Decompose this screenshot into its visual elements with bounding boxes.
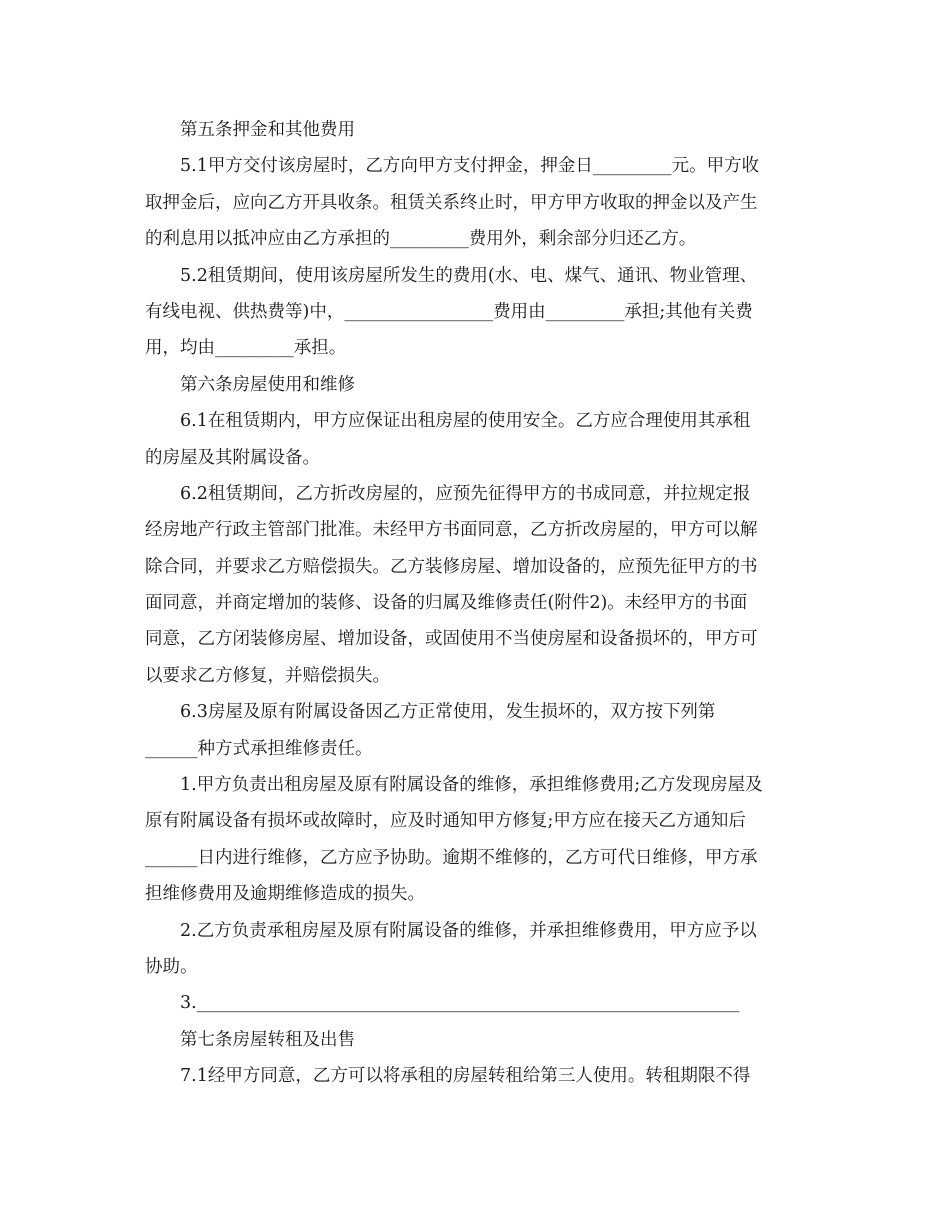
text-line: 2.乙方负责承租房屋及原有附属设备的维修，并承担维修费用，甲方应予以 bbox=[180, 920, 757, 941]
text-line: 面同意，并商定增加的装修、设备的归属及维修责任(附件2)。未经甲方的书面 bbox=[145, 593, 748, 614]
text-line: 第六条房屋使用和维修 bbox=[180, 374, 355, 395]
text-line: 用，均由_________承担。 bbox=[145, 338, 347, 359]
document-page bbox=[145, 112, 800, 1095]
text-line: ______种方式承担维修责任。 bbox=[145, 738, 373, 759]
text-line: 的利息用以抵冲应由乙方承担的_________费用外，剩余部分归还乙方。 bbox=[145, 229, 697, 250]
text-line: 除合同，并要求乙方赔偿损失。乙方装修房屋、增加设备的，应预先征甲方的书 bbox=[145, 556, 758, 577]
text-line: 有线电视、供热费等)中，_________________费用由_________承担;其他有关费 bbox=[145, 301, 753, 322]
text-line: 6.1在租赁期内，甲方应保证出租房屋的使用安全。乙方应合理使用其承租 bbox=[180, 411, 751, 432]
text-line: 经房地产行政主管部门批准。未经甲方书面同意，乙方折改房屋的，甲方可以解 bbox=[145, 520, 758, 541]
text-line: 同意，乙方闭装修房屋、增加设备，或固使用不当使房屋和设备损坏的，甲方可 bbox=[145, 629, 758, 650]
text-line: 6.2租赁期间，乙方折改房屋的，应预先征得甲方的书成同意，并拉规定报 bbox=[180, 483, 751, 504]
text-line: ______日内进行维修，乙方应予协助。逾期不维修的，乙方可代日维修，甲方承 bbox=[145, 847, 758, 868]
text-line: 3.______________________________________________________________ bbox=[180, 993, 740, 1014]
text-line: 原有附属设备有损坏或故障时，应及时通知甲方修复;甲方应在接天乙方通知后 bbox=[145, 811, 746, 832]
text-line: 6.3房屋及原有附属设备因乙方正常使用，发生损坏的，双方按下列第 bbox=[180, 702, 716, 723]
text-line: 的房屋及其附属设备。 bbox=[145, 447, 320, 468]
text-line: 第五条押金和其他费用 bbox=[180, 120, 355, 140]
text-line: 协助。 bbox=[145, 956, 198, 977]
text-line: 7.1经甲方同意，乙方可以将承租的房屋转租给第三人使用。转租期限不得 bbox=[180, 1066, 751, 1087]
text-line: 担维修费用及逾期维修造成的损失。 bbox=[145, 884, 425, 905]
text-line: 第七条房屋转租及出售 bbox=[180, 1029, 355, 1050]
text-line: 1.甲方负责出租房屋及原有附属设备的维修，承担维修费用;乙方发现房屋及 bbox=[180, 775, 763, 796]
text-line: 5.2租赁期间，使用该房屋所发生的费用(水、电、煤气、通讯、物业管理、 bbox=[180, 265, 758, 286]
text-line: 以要求乙方修复，并赔偿损失。 bbox=[145, 665, 390, 686]
text-line: 取押金后，应向乙方开具收条。租赁关系终止时，甲方甲方收取的押金以及产生 bbox=[145, 192, 758, 213]
text-line: 5.1甲方交付该房屋时，乙方向甲方支付押金，押金日_________元。甲方收 bbox=[180, 156, 760, 177]
